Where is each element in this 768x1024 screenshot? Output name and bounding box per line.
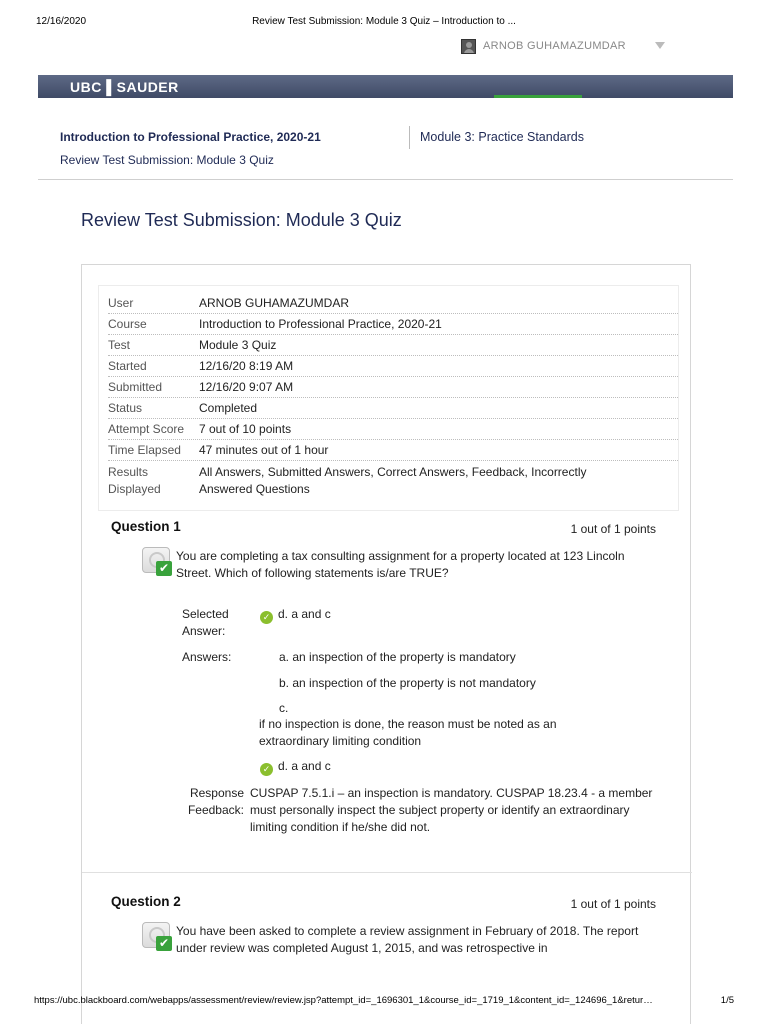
submission-details — [98, 285, 679, 511]
print-page-number: 1/5 — [720, 995, 734, 1006]
detail-value: Completed — [199, 400, 258, 415]
detail-row-started — [108, 356, 678, 377]
question-divider — [82, 872, 692, 873]
question-text: You are completing a tax consulting assignment for a property located at 123 Lincoln Street. Which of following statements is/are TRUE? — [176, 549, 625, 580]
correct-answer-icon — [142, 547, 172, 575]
ubc-sauder-logo[interactable]: UBC ▌SAUDER — [70, 79, 179, 95]
check-circle-icon: ✓ — [260, 763, 273, 776]
question-title: Question 2 — [111, 894, 181, 909]
active-tab-indicator — [494, 95, 582, 98]
breadcrumb-divider — [409, 126, 410, 149]
breadcrumb-course-link[interactable]: Introduction to Professional Practice, 2020-21 — [60, 130, 321, 144]
detail-value: Introduction to Professional Practice, 2020-21 — [199, 316, 442, 331]
detail-label: Submitted — [108, 379, 163, 394]
answer-option-d — [260, 758, 331, 776]
detail-row-results-displayed — [108, 461, 678, 498]
question-1 — [111, 519, 656, 849]
avatar-icon — [461, 39, 476, 54]
checkmark-icon: ✔ — [156, 936, 172, 951]
detail-label: Course — [108, 316, 147, 331]
detail-label: Results Displayed — [108, 465, 161, 496]
answer-option-b: b. an inspection of the property is not mandatory — [279, 676, 536, 690]
answer-option-c-text: if no inspection is done, the reason must be noted as an extraordinary limiting condition — [259, 717, 557, 748]
question-2 — [111, 894, 656, 1004]
user-menu[interactable] — [461, 38, 626, 54]
detail-label: Started — [108, 358, 147, 373]
answer-option-a: a. an inspection of the property is mandatory — [279, 650, 516, 664]
correct-answer-icon — [142, 922, 172, 950]
selected-answer — [260, 606, 331, 624]
detail-value: ARNOB GUHAMAZUMDAR — [199, 295, 350, 310]
detail-value: 12/16/20 8:19 AM — [199, 358, 294, 373]
detail-label: Status — [108, 400, 143, 415]
detail-row-test — [108, 335, 678, 356]
detail-row-course — [108, 314, 678, 335]
check-circle-icon: ✓ — [260, 611, 273, 624]
answer-option-c-label: c. — [279, 701, 289, 715]
detail-value: 47 minutes out of 1 hour — [199, 442, 329, 457]
brand-bar — [38, 75, 733, 98]
breadcrumb — [38, 116, 733, 180]
print-url: https://ubc.blackboard.com/webapps/assessment/review/review.jsp?attempt_id=_1696301_1&course_id=_1719_1&content_id=_124696_1&retur… — [34, 995, 653, 1006]
breadcrumb-module-link[interactable]: Module 3: Practice Standards — [420, 130, 584, 144]
print-title: Review Test Submission: Module 3 Quiz – Introduction to ... — [252, 16, 516, 27]
detail-value: 7 out of 10 points — [199, 421, 292, 436]
checkmark-icon: ✔ — [156, 561, 172, 576]
question-points: 1 out of 1 points — [570, 897, 656, 911]
print-date: 12/16/2020 — [36, 16, 87, 27]
response-feedback: CUSPAP 7.5.1.i – an inspection is mandatory. CUSPAP 18.23.4 - a member must personally inspect the subject property or identify an extraordinary limiting condition if he/she did not. — [250, 786, 653, 834]
detail-value: Module 3 Quiz — [199, 337, 277, 352]
detail-label: Time Elapsed — [108, 442, 181, 457]
breadcrumb-current-page: Review Test Submission: Module 3 Quiz — [60, 153, 274, 167]
detail-label: User — [108, 295, 134, 310]
answers-label: Answers: — [182, 650, 232, 664]
detail-value: 12/16/20 9:07 AM — [199, 379, 294, 394]
selected-answer-label: Selected Answer: — [182, 607, 229, 638]
question-title: Question 1 — [111, 519, 181, 534]
page-title: Review Test Submission: Module 3 Quiz — [81, 210, 402, 230]
detail-row-user — [108, 293, 678, 314]
print-footer — [0, 995, 768, 1009]
detail-row-attempt-score — [108, 419, 678, 440]
user-name[interactable]: ARNOB GUHAMAZUMDAR — [483, 40, 626, 52]
selected-answer-text: d. a and c — [278, 607, 331, 621]
response-feedback-label: Response Feedback: — [187, 786, 244, 817]
detail-row-time-elapsed — [108, 440, 678, 461]
answer-option-d-text: d. a and c — [278, 759, 331, 773]
question-text: You have been asked to complete a review assignment in February of 2018. The report under review was completed August 1, 2015, and was retrospective in — [176, 924, 639, 955]
detail-label: Attempt Score — [108, 421, 185, 436]
detail-value: All Answers, Submitted Answers, Correct Answers, Feedback, Incorrectly Answered Questions — [199, 465, 587, 496]
detail-label: Test — [108, 337, 131, 352]
chevron-down-icon[interactable] — [655, 42, 665, 49]
detail-row-status — [108, 398, 678, 419]
question-points: 1 out of 1 points — [570, 522, 656, 536]
print-header — [0, 16, 768, 30]
detail-row-submitted — [108, 377, 678, 398]
review-content — [81, 264, 691, 1024]
